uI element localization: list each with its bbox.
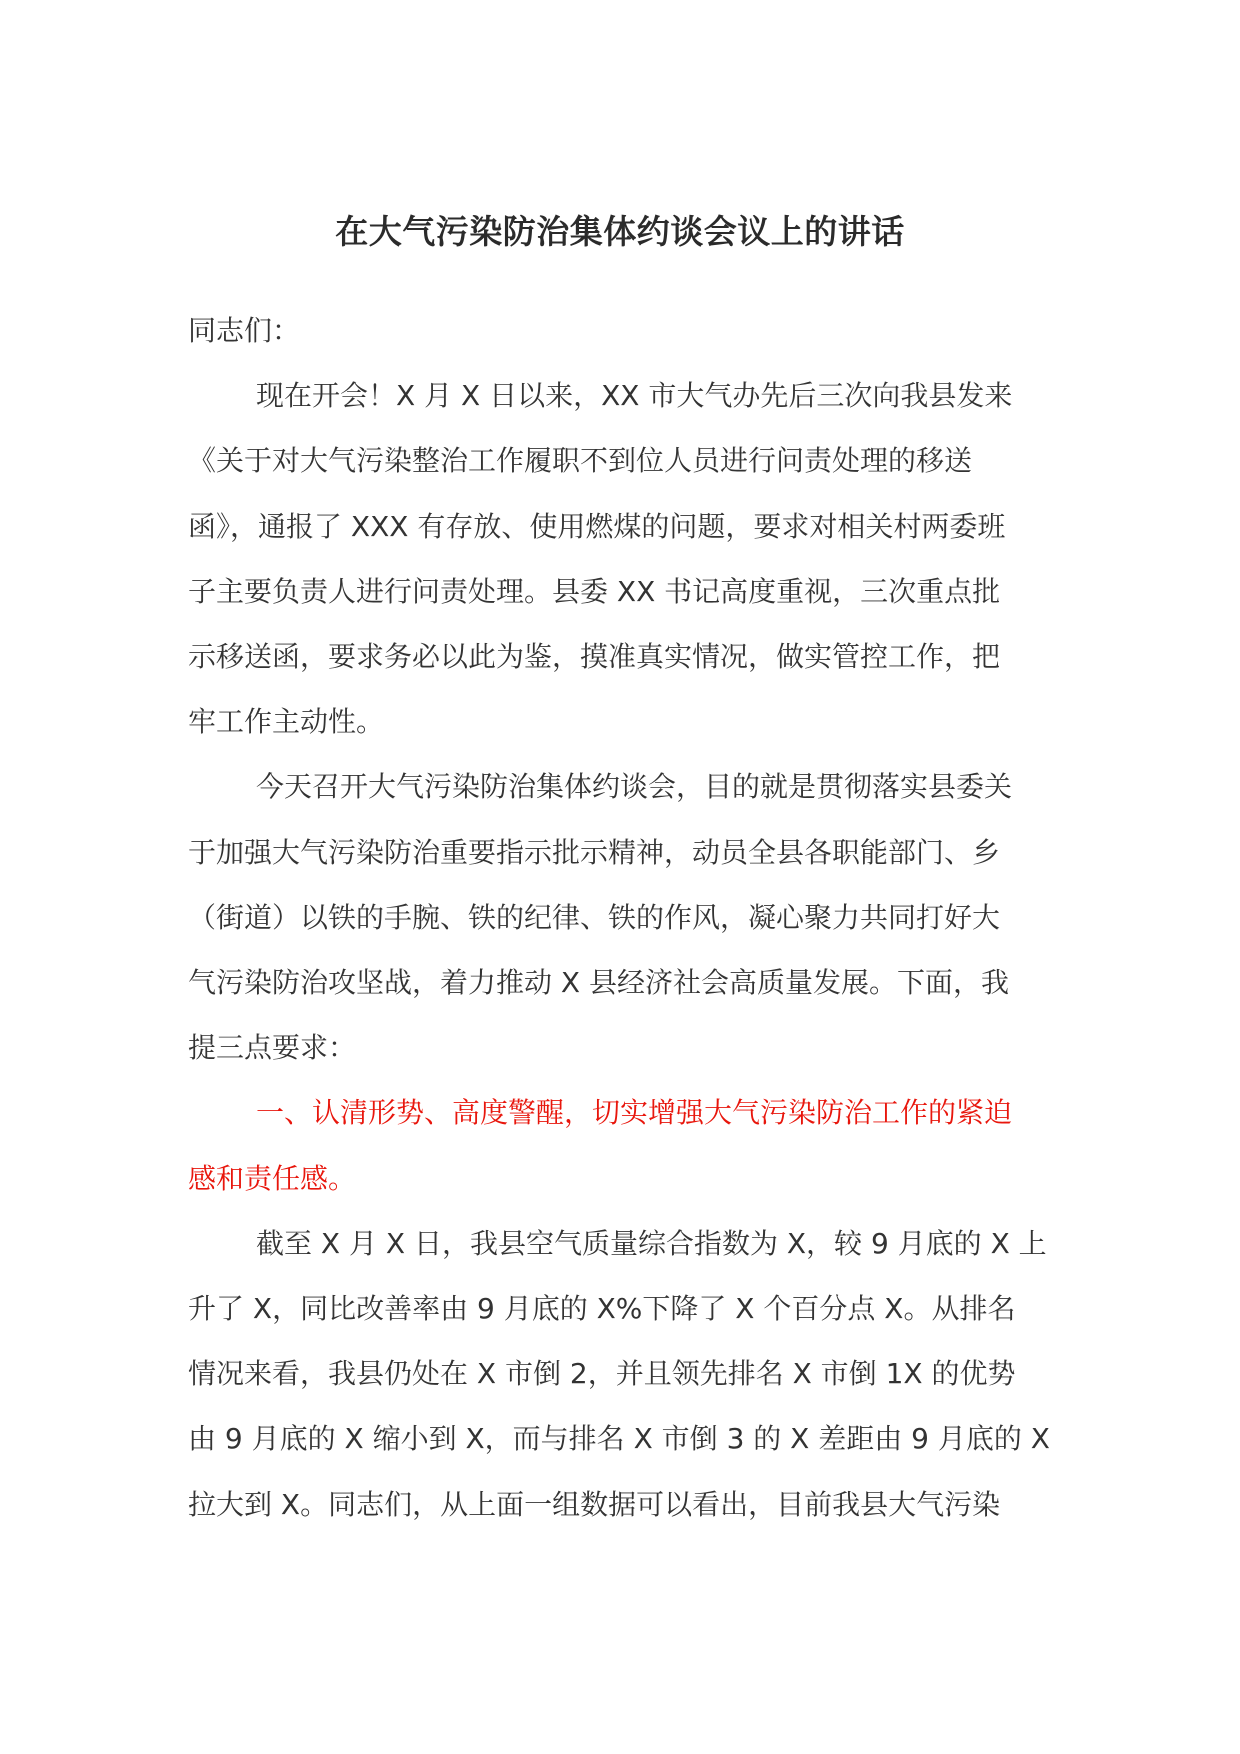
- paragraph-air-quality: [188, 1211, 1060, 1537]
- paragraph-line: （街道）以铁的手腕、铁的纪律、铁的作风，凝心聚力共同打好大: [188, 900, 1001, 934]
- paragraph-line: 于加强大气污染防治重要指示批示精神，动员全县各职能部门、乡: [188, 835, 1001, 869]
- paragraph-line: 现在开会！X 月 X 日以来，XX 市大气办先后三次向我县发来: [256, 379, 1013, 413]
- paragraph-line: 牢工作主动性。: [188, 705, 385, 739]
- paragraph-opening: [188, 363, 1060, 754]
- paragraph-line: 气污染防治攻坚战，着力推动 X 县经济社会高质量发展。下面，我: [188, 966, 1009, 1000]
- paragraph-purpose: [188, 754, 1060, 1080]
- paragraph-line: 示移送函，要求务必以此为鉴，摸准真实情况，做实管控工作，把: [188, 640, 1001, 674]
- paragraph-line: 升了 X，同比改善率由 9 月底的 X%下降了 X 个百分点 X。从排名: [188, 1292, 1016, 1326]
- paragraph-line: 子主要负责人进行问责处理。县委 XX 书记高度重视，三次重点批: [188, 574, 1001, 608]
- section-heading-one: [188, 1080, 1060, 1210]
- paragraph-line: 拉大到 X。同志们，从上面一组数据可以看出，目前我县大气污染: [188, 1487, 1001, 1521]
- document-body: [188, 298, 1060, 1537]
- paragraph-line: 今天召开大气污染防治集体约谈会，目的就是贯彻落实县委关: [256, 770, 1013, 804]
- salutation: 同志们：: [188, 314, 301, 347]
- document-title: 在大气污染防治集体约谈会议上的讲话: [335, 212, 905, 251]
- paragraph-line: 情况来看，我县仍处在 X 市倒 2，并且领先排名 X 市倒 1X 的优势: [188, 1357, 1016, 1391]
- paragraph-line: 截至 X 月 X 日，我县空气质量综合指数为 X，较 9 月底的 X 上: [256, 1226, 1047, 1260]
- paragraph-line: 函》，通报了 XXX 有存放、使用燃煤的问题，要求对相关村两委班: [188, 509, 1006, 543]
- heading-line: 感和责任感。: [188, 1161, 357, 1195]
- paragraph-line: 《关于对大气污染整治工作履职不到位人员进行问责处理的移送: [188, 444, 973, 478]
- paragraph-line: 提三点要求：: [188, 1031, 357, 1065]
- paragraph-line: 由 9 月底的 X 缩小到 X，而与排名 X 市倒 3 的 X 差距由 9 月底的 X: [188, 1422, 1050, 1456]
- heading-line: 一、认清形势、高度警醒，切实增强大气污染防治工作的紧迫: [256, 1096, 1013, 1130]
